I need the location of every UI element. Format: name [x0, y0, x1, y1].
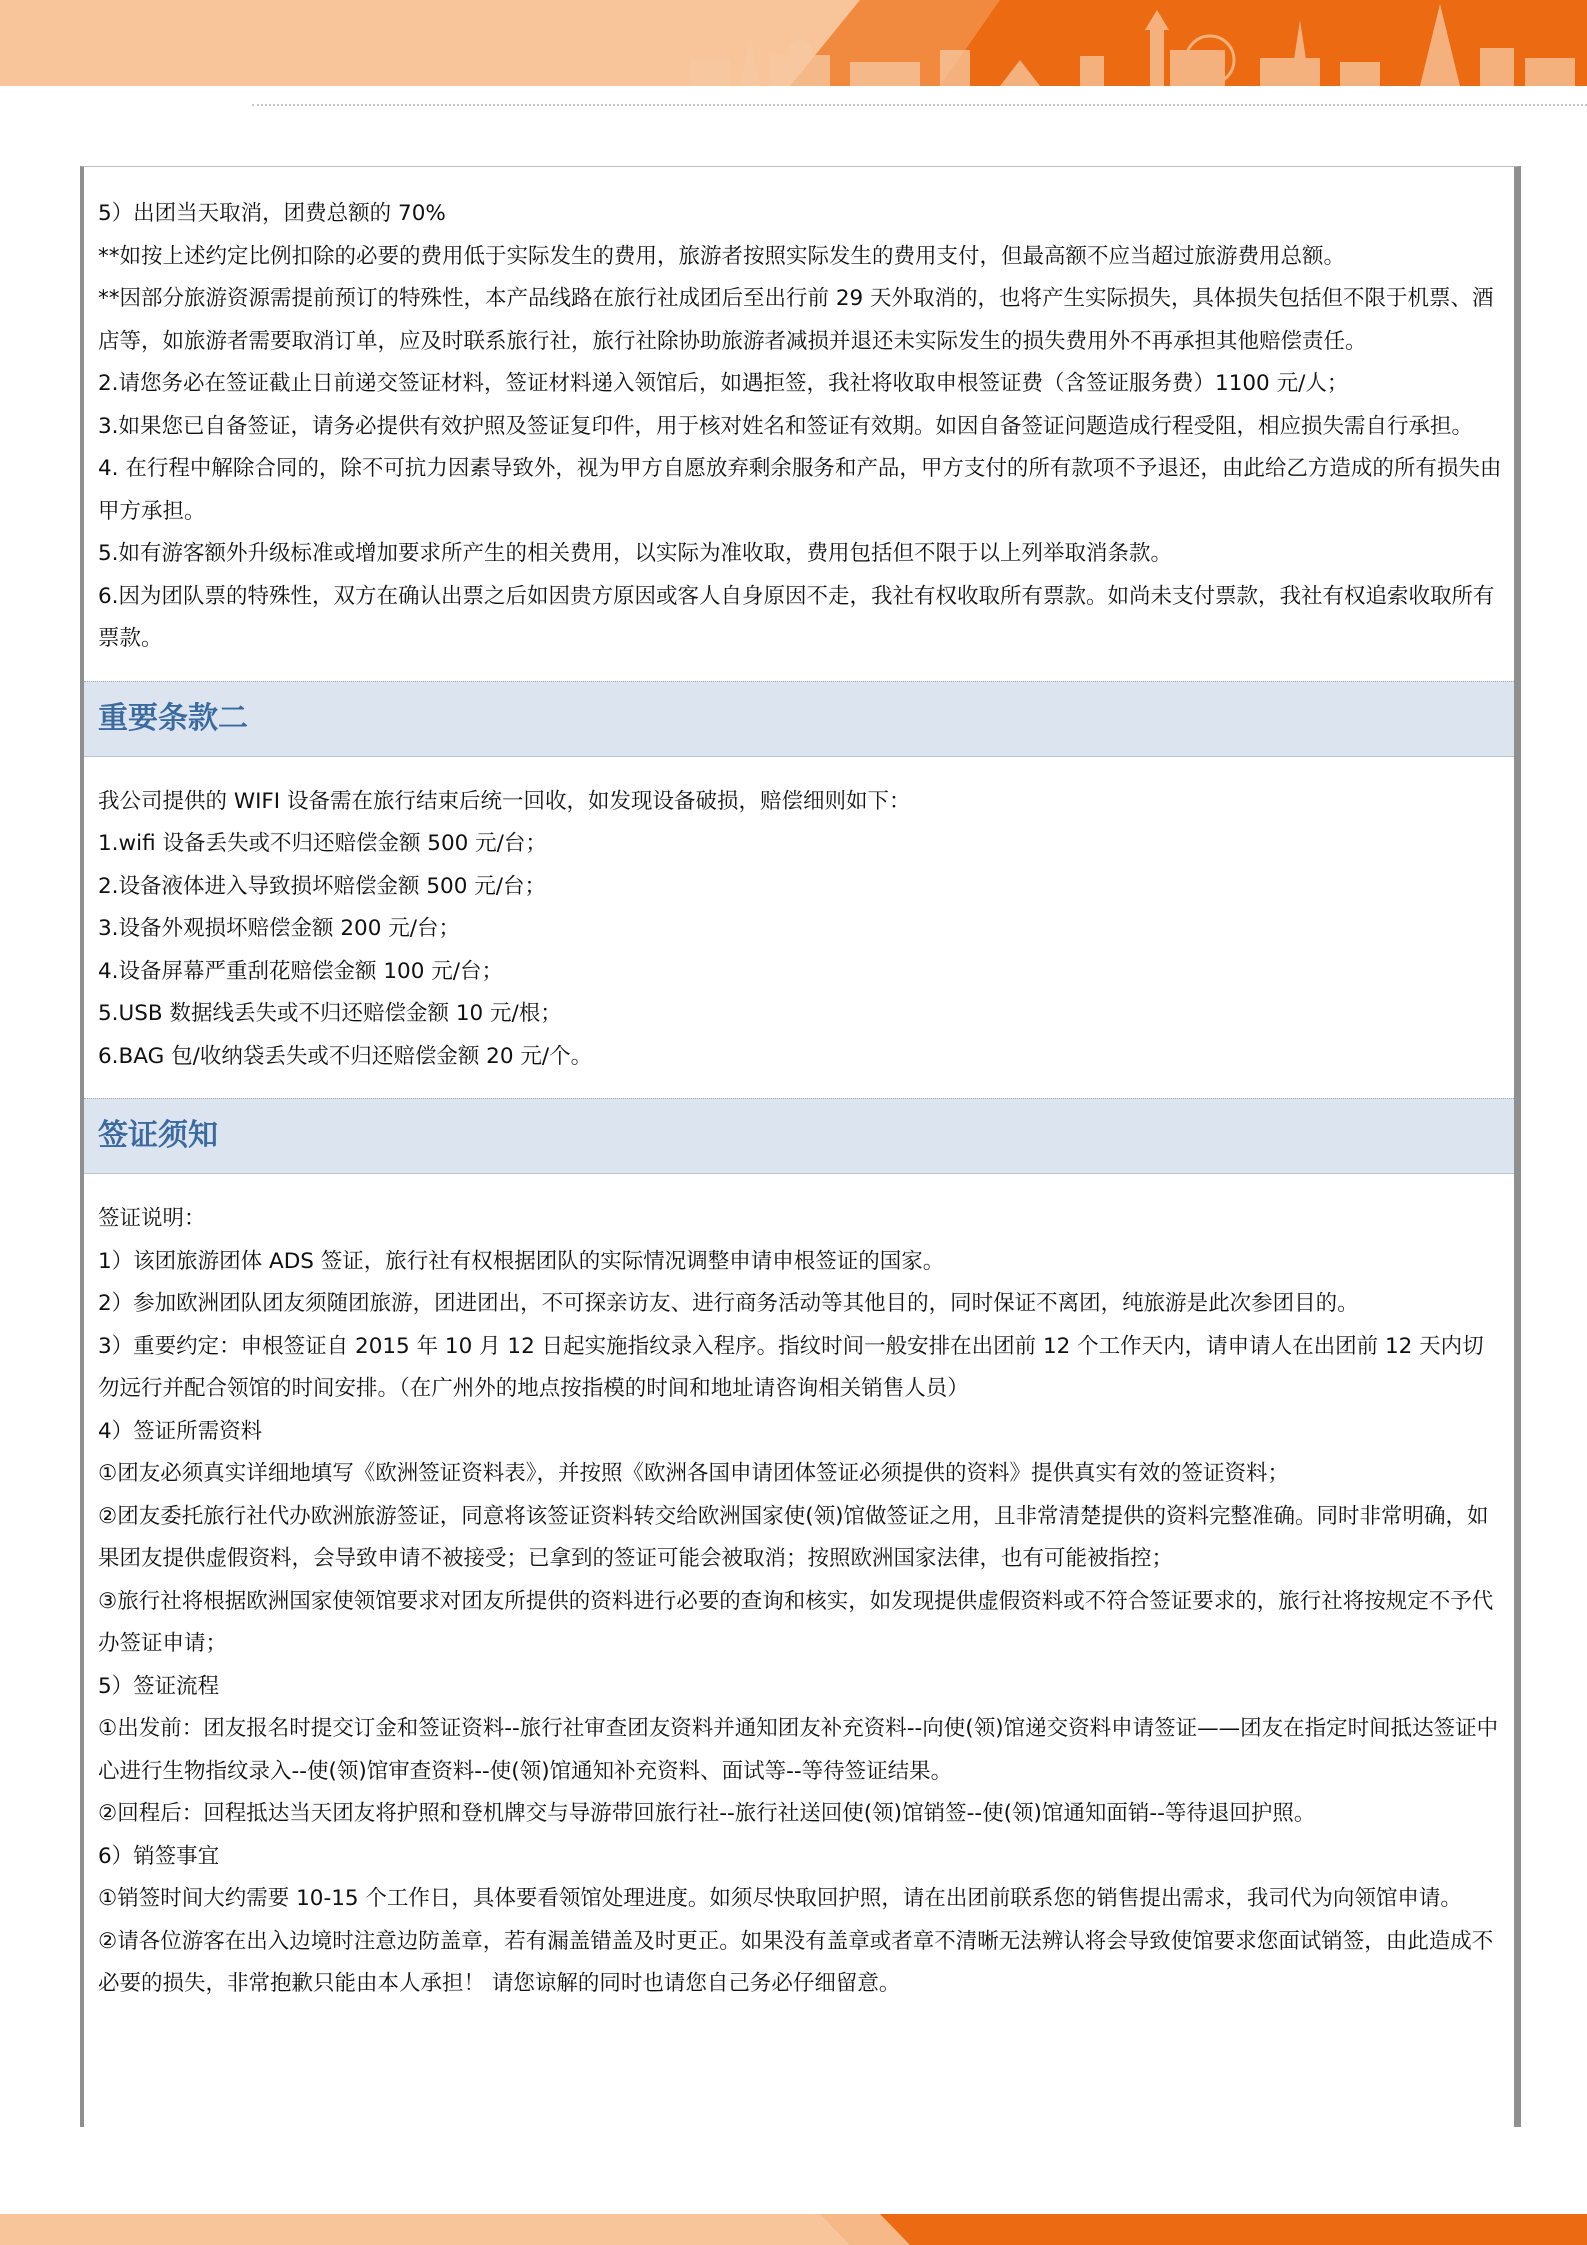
cancellation-terms	[84, 167, 1514, 661]
visa-line: 3）重要约定：申根签证自 2015 年 10 月 12 日起实施指纹录入程序。指纹时间一般安排在出团前 12 个工作天内，请申请人在出团前 12 天内切勿远行并配合领馆的时间安排。（在广州外的地点按指模的时间和地址请咨询相关销售人员）	[98, 1333, 1484, 1401]
visa-line: ②团友委托旅行社代办欧洲旅游签证，同意将该签证资料转交给欧洲国家使(领)馆做签证之用，且非常清楚提供的资料完整准确。同时非常明确，如果团友提供虚假资料，会导致申请不被接受；已拿到的签证可能会被取消；按照欧洲国家法律，也有可能被指控；	[98, 1503, 1489, 1571]
section-title-important-terms-2: 重要条款二	[84, 681, 1514, 757]
terms-line: 2.请您务必在签证截止日前递交签证材料，签证材料递入领馆后，如遇拒签，我社将收取申根签证费（含签证服务费）1100 元/人；	[98, 371, 1349, 396]
terms-line: 3.如果您已自备签证，请务必提供有效护照及签证复印件，用于核对姓名和签证有效期。如因自备签证问题造成行程受阻，相应损失需自行承担。	[98, 413, 1474, 439]
visa-notice-body	[84, 1174, 1514, 2006]
footer-band-graphic	[0, 2214, 1587, 2245]
terms-line: 4. 在行程中解除合同的，除不可抗力因素导致外，视为甲方自愿放弃剩余服务和产品，甲方支付的所有款项不予退还，由此给乙方造成的所有损失由甲方承担。	[98, 456, 1502, 524]
header-banner	[0, 0, 1587, 86]
terms-line: **因部分旅游资源需提前预订的特殊性，本产品线路在旅行社成团后至出行前 29 天外取消的，也将产生实际损失，具体损失包括但不限于机票、酒店等，如旅游者需要取消订单，应及时联系旅行社，旅行社除协助旅游者减损并退还未实际发生的损失费用外不再承担其他赔偿责任。	[98, 286, 1494, 354]
visa-line: ①团友必须真实详细地填写《欧洲签证资料表》，并按照《欧洲各国申请团体签证必须提供的资料》提供真实有效的签证资料；	[98, 1461, 1290, 1486]
footer-band	[0, 2214, 1587, 2245]
wifi-line: 5.USB 数据线丢失或不归还赔偿金额 10 元/根；	[98, 1001, 562, 1026]
content-frame	[80, 166, 1521, 2127]
wifi-line: 1.wifi 设备丢失或不归还赔偿金额 500 元/台；	[98, 831, 547, 856]
wifi-line: 3.设备外观损坏赔偿金额 200 元/台；	[98, 916, 460, 941]
wifi-compensation-terms	[84, 757, 1514, 1079]
visa-line: ②请各位游客在出入边境时注意边防盖章，若有漏盖错盖及时更正。如果没有盖章或者章不清晰无法辨认将会导致使馆要求您面试销签，由此造成不必要的损失，非常抱歉只能由本人承担！ 请您谅解的同时也请您自己务必仔细留意。	[98, 1928, 1494, 1996]
wifi-line: 6.BAG 包/收纳袋丢失或不归还赔偿金额 20 元/个。	[98, 1043, 593, 1069]
section-title-visa-notice: 签证须知	[84, 1098, 1514, 1174]
terms-line: 6.因为团队票的特殊性，双方在确认出票之后如因贵方原因或客人自身原因不走，我社有权收取所有票款。如尚未支付票款，我社有权追索收取所有票款。	[98, 583, 1495, 651]
visa-line: 2）参加欧洲团队团友须随团旅游，团进团出，不可探亲访友、进行商务活动等其他目的，同时保证不离团，纯旅游是此次参团目的。	[98, 1291, 1359, 1316]
visa-line: ②回程后：回程抵达当天团友将护照和登机牌交与导游带回旅行社--旅行社送回使(领)馆销签--使(领)馆通知面销--等待退回护照。	[98, 1801, 1316, 1826]
visa-line: 1）该团旅游团体 ADS 签证，旅行社有权根据团队的实际情况调整申请申根签证的国家。	[98, 1248, 945, 1274]
visa-line: 5）签证流程	[98, 1673, 220, 1699]
terms-line: 5.如有游客额外升级标准或增加要求所产生的相关费用，以实际为准收取，费用包括但不限于以上列举取消条款。	[98, 541, 1173, 566]
visa-line: 4）签证所需资料	[98, 1418, 263, 1444]
visa-line: ①出发前：团友报名时提交订金和签证资料--旅行社审查团友资料并通知团友补充资料--向使(领)馆递交资料申请签证——团友在指定时间抵达签证中心进行生物指纹录入--使(领)馆审查资料--使(领)馆通知补充资料、面试等--等待签证结果。	[98, 1716, 1499, 1784]
terms-line: 5）出团当天取消，团费总额的 70%	[98, 201, 446, 226]
visa-line: ①销签时间大约需要 10-15 个工作日，具体要看领馆处理进度。如须尽快取回护照，请在出团前联系您的销售提出需求，我司代为向领馆申请。	[98, 1886, 1462, 1911]
header-divider	[252, 104, 1587, 106]
visa-line: ③旅行社将根据欧洲国家使领馆要求对团友所提供的资料进行必要的查询和核实，如发现提供虚假资料或不符合签证要求的，旅行社将按规定不予代办签证申请；	[98, 1588, 1494, 1656]
wifi-line: 2.设备液体进入导致损坏赔偿金额 500 元/台；	[98, 873, 546, 899]
terms-line: **如按上述约定比例扣除的必要的费用低于实际发生的费用，旅游者按照实际发生的费用支付，但最高额不应当超过旅游费用总额。	[98, 243, 1346, 269]
wifi-line: 4.设备屏幕严重刮花赔偿金额 100 元/台；	[98, 958, 503, 984]
visa-line: 签证说明：	[98, 1206, 206, 1231]
visa-line: 6）销签事宜	[98, 1843, 220, 1869]
header-banner-graphic	[0, 0, 1587, 86]
wifi-line: 我公司提供的 WIFI 设备需在旅行结束后统一回收，如发现设备破损，赔偿细则如下：	[98, 788, 911, 814]
